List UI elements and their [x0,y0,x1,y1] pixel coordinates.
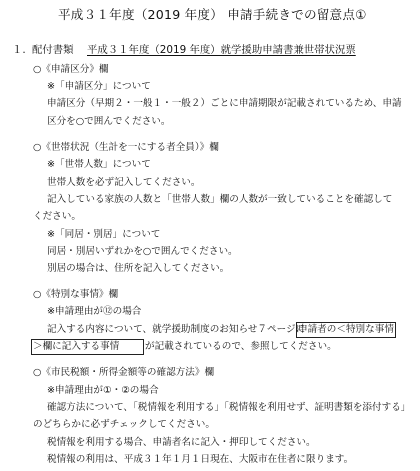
body-line: 確認方法について、「税情報を利用する」「税情報を利用せず、証明書類を添付する」 [47,402,411,414]
page-title: 平成３１年度（2019 年度） 申請手続きでの留意点① [58,7,367,22]
body-line: 別居の場合は、住所を記入してください。 [47,263,230,275]
block-header: ○《市民税額・所得金額等の確認方法》欄 [33,367,215,379]
body-line: 記入している家族の人数と「世帯人数」欄の人数が一致していることを確認して [47,194,393,206]
boxed-text: ＞欄に記入する事情 [33,340,120,352]
body-line: 記入する内容について、就学援助制度のお知らせ７ページに [47,323,306,335]
note-line: ※申請理由が①・②の場合 [47,384,159,396]
note-line: ※申請理由が⑫の場合 [47,306,142,318]
body-line: 世帯人数を必ず記入してください。 [47,176,201,188]
note-line: ※「世帯人数」について [47,159,151,171]
note-line: ※「同居・別居」について [47,228,161,240]
body-line: ください。 [33,211,81,223]
section-number: １. [12,44,26,56]
block-header: ○《特別な事情》欄 [33,289,119,300]
section-heading: 配付書類 [32,44,74,56]
block-header: ○《世帯状況（生計を一にする者全員）》欄 [33,142,219,154]
body-line: が記載されているので、参照してください。 [145,340,337,352]
note-line: ※「申請区分」について [47,81,151,92]
body-line: 区分を○で囲んでください。 [47,115,171,127]
block-header: ○《申請区分》欄 [33,63,109,75]
boxed-text: 申請者の＜特別な事情 [298,323,394,335]
body-line: 申請区分（早期２・一般１・一般２）ごとに申請期限が記載されているため、申請 [47,98,402,110]
body-line: のどちらかに必ずチェックしてください。 [33,419,215,431]
body-line: 税情報を利用する場合、申請者名に記入・押印してください。 [47,436,316,448]
body-line: 税情報の利用は、平成３１年１月１日現在、大阪市在住者に限ります。 [47,454,354,466]
body-line: 同居・別居いずれかを○で囲んでください。 [47,246,238,258]
section-subtitle: 平成３１年度（2019 年度）就学援助申請書兼世帯状況票 [87,44,356,56]
